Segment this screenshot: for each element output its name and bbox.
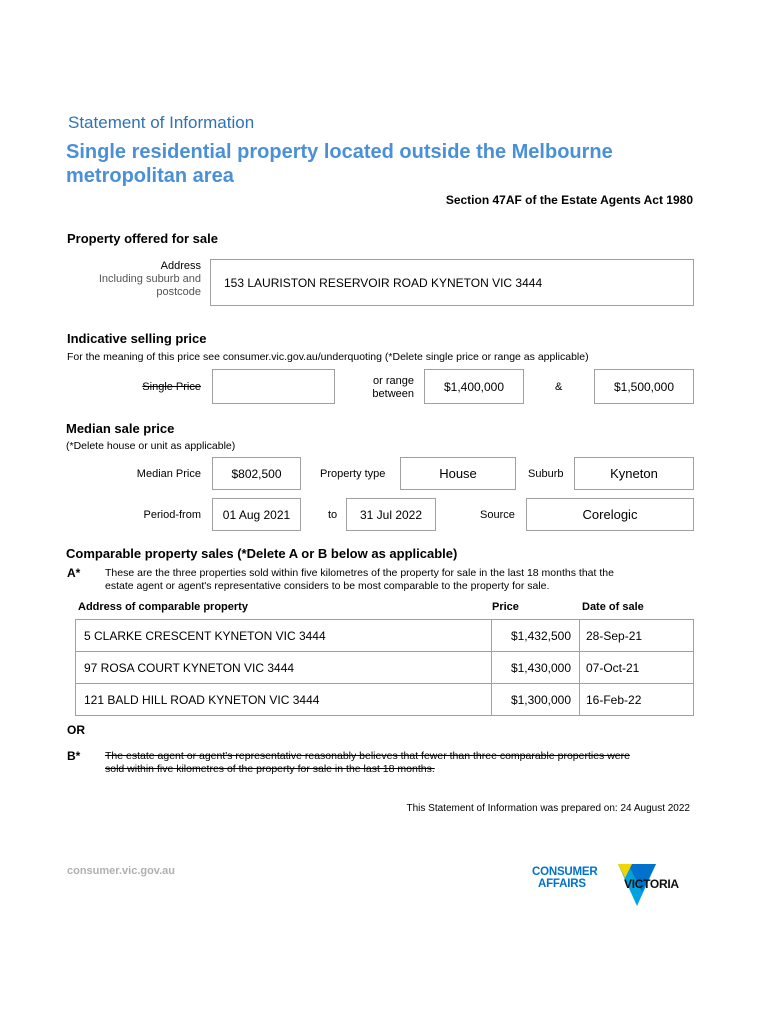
option-a-text-line: estate agent or agent's representative considers to be most comparable to the property for sale.	[105, 580, 550, 592]
col-address-header: Address of comparable property	[78, 601, 248, 613]
option-a-text	[105, 567, 614, 593]
address-sublabel: postcode	[156, 286, 201, 298]
source-label: Source	[480, 509, 515, 521]
range-high-field[interactable]	[594, 369, 694, 404]
comparable-address[interactable]: 97 ROSA COURT KYNETON VIC 3444	[76, 652, 492, 684]
section-reference: Section 47AF of the Estate Agents Act 1980	[445, 193, 693, 207]
period-from-label: Period-from	[143, 509, 201, 521]
suburb-field[interactable]	[574, 457, 694, 490]
to-label: to	[328, 509, 338, 521]
or-label: OR	[67, 723, 85, 737]
comparable-price[interactable]: $1,432,500	[492, 620, 580, 652]
option-a-text-line: These are the three properties sold within five kilometres of the property for sale in the last 18 months that the	[105, 567, 614, 579]
comparable-heading: Comparable property sales (*Delete A or B below as applicable)	[66, 546, 458, 561]
median-heading: Median sale price	[66, 421, 175, 436]
table-row	[76, 652, 694, 684]
option-b-text	[105, 750, 630, 776]
page-kicker: Statement of Information	[68, 113, 255, 132]
range-label-line: or range	[373, 375, 414, 387]
table-row	[76, 620, 694, 652]
range-low-field[interactable]	[424, 369, 524, 404]
option-b-text-line: sold within five kilometres of the property for sale in the last 18 months.	[105, 763, 435, 775]
col-date-header: Date of sale	[582, 601, 644, 613]
option-a-marker: A*	[67, 566, 81, 580]
suburb-label: Suburb	[528, 468, 564, 480]
median-price-field[interactable]	[212, 457, 301, 490]
property-type-field[interactable]	[400, 457, 516, 490]
property-type-label: Property type	[320, 468, 386, 480]
range-low-value: $1,400,000	[443, 379, 505, 394]
property-heading: Property offered for sale	[67, 231, 218, 246]
col-price-header: Price	[492, 601, 519, 613]
indicative-heading: Indicative selling price	[67, 331, 207, 346]
option-b-text-line: The estate agent or agent's representative reasonably believes that fewer than three comparable properties were	[105, 750, 630, 762]
range-and: &	[555, 381, 563, 393]
range-label-line: between	[372, 388, 414, 400]
period-from-value: 01 Aug 2021	[222, 507, 291, 522]
source-value: Corelogic	[582, 507, 638, 522]
comparable-date[interactable]: 16-Feb-22	[580, 684, 694, 716]
property-type-value: House	[439, 466, 477, 481]
range-label	[352, 375, 414, 401]
comparable-address[interactable]: 121 BALD HILL ROAD KYNETON VIC 3444	[76, 684, 492, 716]
comparable-price[interactable]: $1,300,000	[492, 684, 580, 716]
prepared-on: This Statement of Information was prepared on: 24 August 2022	[406, 803, 690, 814]
median-note: (*Delete house or unit as applicable)	[66, 440, 236, 452]
address-sublabel: Including suburb and	[98, 273, 201, 285]
page-title: Single residential property located outside the Melbourne metropolitan area	[66, 141, 613, 187]
single-price-field[interactable]	[212, 369, 335, 404]
table-row	[76, 684, 694, 716]
single-price-label: Single Price	[142, 381, 201, 393]
footer-site-link[interactable]: consumer.vic.gov.au	[67, 865, 176, 877]
address-label: Address	[160, 260, 201, 272]
period-from-field[interactable]	[212, 498, 301, 531]
address-field[interactable]	[210, 259, 694, 306]
comparable-address[interactable]: 5 CLARKE CRESCENT KYNETON VIC 3444	[76, 620, 492, 652]
consumer-affairs-victoria-logo	[530, 862, 700, 912]
median-price-label: Median Price	[136, 468, 201, 480]
source-field[interactable]	[526, 498, 694, 531]
indicative-note: For the meaning of this price see consumer.vic.gov.au/underquoting (*Delete single price or range as applicable)	[67, 351, 589, 363]
option-b-marker: B*	[67, 749, 81, 763]
range-high-value: $1,500,000	[613, 379, 675, 394]
period-to-value: 31 Jul 2022	[359, 507, 423, 522]
period-to-field[interactable]	[346, 498, 436, 531]
address-label-block	[80, 260, 201, 299]
comparable-date[interactable]: 07-Oct-21	[580, 652, 694, 684]
comparable-table	[75, 619, 694, 716]
logo-text: AFFAIRS	[538, 878, 586, 890]
logo-text: CONSUMER	[532, 866, 598, 878]
median-price-value: $802,500	[231, 466, 282, 481]
logo-text: VICTORIA	[624, 877, 679, 891]
comparable-price[interactable]: $1,430,000	[492, 652, 580, 684]
address-value: 153 LAURISTON RESERVOIR ROAD KYNETON VIC 3444	[224, 275, 543, 290]
suburb-value: Kyneton	[610, 466, 658, 481]
comparable-date[interactable]: 28-Sep-21	[580, 620, 694, 652]
